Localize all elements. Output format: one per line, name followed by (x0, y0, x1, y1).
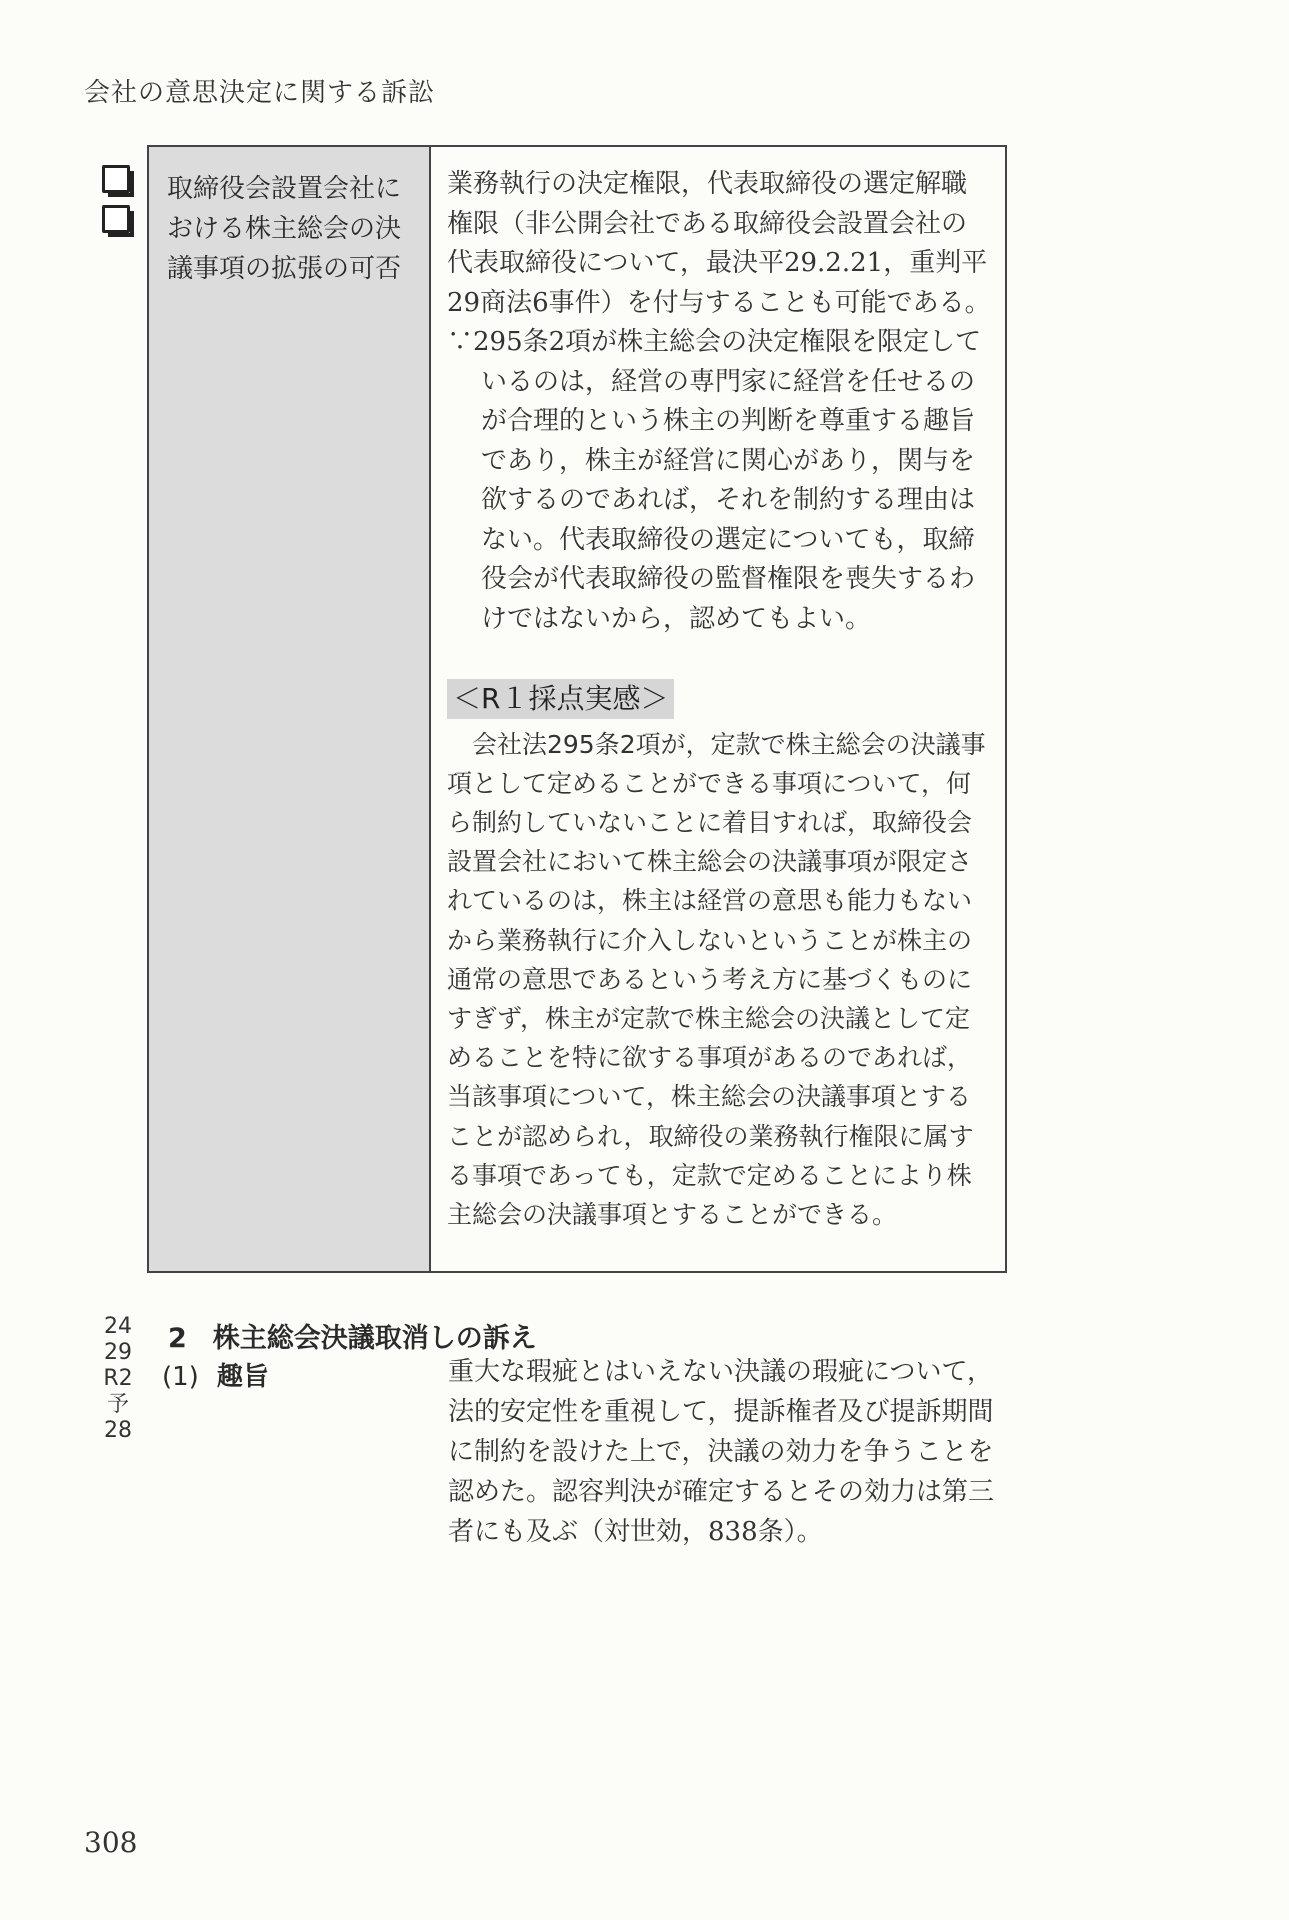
exam-year-tags (100, 1314, 136, 1444)
year-tag: 24 (104, 1314, 132, 1339)
page-number: 308 (84, 1826, 138, 1859)
content-cell (431, 147, 1005, 1271)
section-heading (168, 1316, 537, 1355)
year-tag: 29 (104, 1340, 132, 1365)
section-title: 株主総会決議取消しの訴え (212, 1323, 537, 1354)
summary-table (147, 145, 1007, 1273)
reason-text: ∵295条2項が株主総会の決定権限を限定しているのは，経営の専門家に経営を任せるのが合理的という株主の判断を尊重する趣旨であり，株主が経営に関心があり，関与を欲するのであれば，それを制約する理由はない。代表取締役の選定についても，取締役会が代表取締役の監督権限を喪失するわけではないから，認めてもよい。 (447, 327, 982, 634)
topic-cell (149, 147, 431, 1271)
year-tag: 予 (106, 1392, 129, 1417)
review-checkbox-2[interactable] (102, 205, 130, 233)
conclusion-text: 業務執行の決定権限，代表取締役の選定解職権限（非公開会社である取締役会設置会社の代表取締役について，最決平29.2.21，重判平29商法6事件）を付与することも可能である。 (447, 169, 991, 318)
subsection-number: (1) (162, 1362, 199, 1392)
review-checkboxes (102, 165, 130, 245)
section-number: 2 (168, 1323, 187, 1354)
year-tag: R2 (103, 1366, 133, 1391)
year-tag: 28 (104, 1418, 132, 1443)
review-checkbox-1[interactable] (102, 165, 130, 193)
grading-badge-row (447, 679, 991, 721)
subsection-title: 趣旨 (216, 1362, 269, 1392)
subsection-body: 重大な瑕疵とはいえない決議の瑕疵について，法的安定性を重視して，提訴権者及び提訴期間に制約を設けた上で，決議の効力を争うことを認めた。認容判決が確定するとその効力は第三者にも及ぶ（対世効，838条）。 (448, 1357, 995, 1547)
running-header: 会社の意思決定に関する訴訟 (84, 78, 436, 108)
topic-text: 取締役会設置会社における株主総会の決議事項の拡張の可否 (167, 174, 402, 284)
grading-badge: ＜R１採点実感＞ (447, 679, 674, 719)
grading-comment-text: 会社法295条2項が，定款で株主総会の決議事項として定めることができる事項について，何ら制約していないことに着目すれば，取締役会設置会社において株主総会の決議事項が限定されているのは，株主は経営の意思も能力もないから業務執行に介入しないということが株主の通常の意思であるという考え方に基づくものにすぎず，株主が定款で株主総会の決議として定めることを特に欲する事項があるのであれば，当該事項について，株主総会の決議事項とすることが認められ，取締役の業務執行権限に属する事項であっても，定款で定めることにより株主総会の決議事項とすることができる。 (447, 729, 986, 1229)
subsection-heading (162, 1356, 269, 1393)
